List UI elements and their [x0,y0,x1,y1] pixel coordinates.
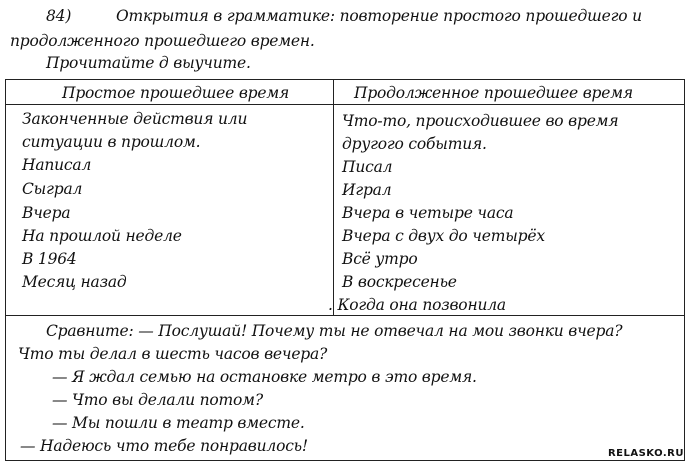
compare-line: — Что вы делали потом? [52,391,263,409]
header-past-continuous: Продолженное прошедшее время [354,84,633,102]
exercise-instruction: Прочитайте д выучите. [46,54,251,72]
right-cell-line: Что-то, происходившее во время [342,112,619,130]
right-cell-line: . Когда она позвонила [328,296,506,314]
header-simple-past: Простое прошедшее время [62,84,290,102]
left-cell-line: В 1964 [22,250,77,268]
table-bottom-border [5,460,685,461]
table-top-border [5,79,685,80]
left-cell-line: Законченные действия или [22,110,248,128]
table-header-divider [5,104,685,105]
compare-line: Что ты делал в шесть часов вечера? [18,345,328,363]
compare-line: — Надеюсь что тебе понравилось! [20,437,308,455]
right-cell-line: Всё утро [342,250,418,268]
table-column-divider [333,79,334,316]
right-cell-line: Играл [342,181,392,199]
right-cell-line: Вчера в четыре часа [342,204,514,222]
right-cell-line: Писал [342,158,393,176]
table-body-divider [5,315,685,316]
left-cell-line: Написал [22,156,92,174]
left-cell-line: На прошлой неделе [22,227,182,245]
exercise-number: 84) [46,7,72,25]
compare-line: — Мы пошли в театр вместе. [52,414,305,432]
left-cell-line: ситуации в прошлом. [22,133,201,151]
table-right-border [684,79,685,461]
exercise-title-line1: Открытия в грамматике: повторение простого прошедшего и [116,7,642,25]
table-left-border [5,79,6,461]
site-watermark: RELASKO.RU [607,448,684,459]
compare-line: Сравните: — Послушай! Почему ты не отвечал на мои звонки вчера? [46,322,623,340]
left-cell-line: Месяц назад [22,273,127,291]
right-cell-line: другого события. [342,135,487,153]
right-cell-line: В воскресенье [342,273,457,291]
right-cell-line: Вчера с двух до четырёх [342,227,545,245]
left-cell-line: Вчера [22,204,71,222]
exercise-title-line2: продолженного прошедшего времен. [10,32,315,50]
left-cell-line: Сыграл [22,180,83,198]
compare-line: — Я ждал семью на остановке метро в это время. [52,368,477,386]
